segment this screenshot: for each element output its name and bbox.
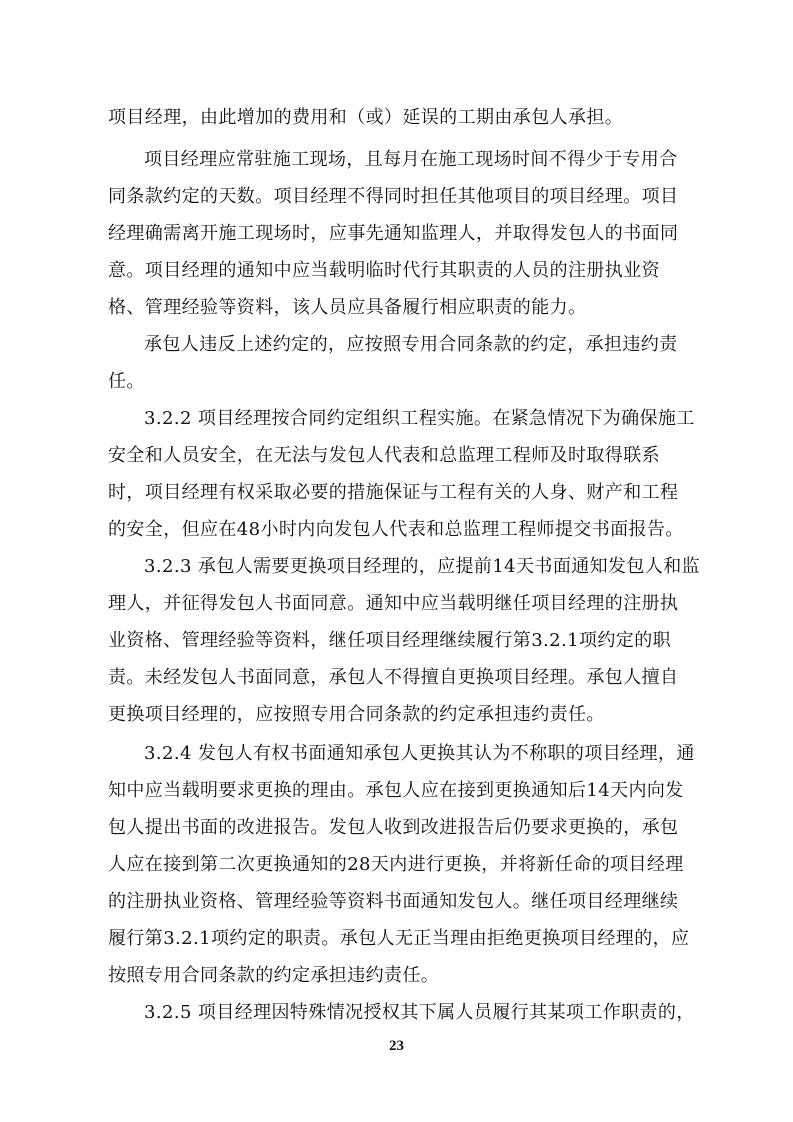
text-line: 包人提出书面的改进报告。发包人收到改进报告后仍要求更换的，承包 xyxy=(108,817,679,838)
text-line: 业资格、管理经验等资料，继任项目经理继续履行第3.2.1项约定的职 xyxy=(108,630,671,651)
text-line: 责。未经发包人书面同意，承包人不得擅自更换项目经理。承包人擅自 xyxy=(108,667,679,688)
text-line: 格、管理经验等资料，该人员应具备履行相应职责的能力。 xyxy=(108,297,587,318)
text-line: 的安全，但应在48小时内向发包人代表和总监理工程师提交书面报告。 xyxy=(108,519,684,540)
text-line: 经理确需离开施工现场时，应事先通知监理人，并取得发包人的书面同 xyxy=(108,223,679,244)
page-number: 23 xyxy=(389,1038,404,1054)
text-line: 意。项目经理的通知中应当载明临时代行其职责的人员的注册执业资 xyxy=(108,260,660,281)
text-line: 3.2.5 项目经理因特殊情况授权其下属人员履行其某项工作职责的， xyxy=(144,1002,695,1023)
text-line: 按照专用合同条款的约定承担违约责任。 xyxy=(108,965,440,986)
text-line: 承包人违反上述约定的，应按照专用合同条款的约定，承担违约责 xyxy=(144,334,678,355)
text-line: 任。 xyxy=(108,371,145,392)
text-line: 3.2.3 承包人需要更换项目经理的，应提前14天书面通知发包人和监 xyxy=(144,556,701,577)
text-line: 项目经理应常驻施工现场，且每月在施工现场时间不得少于专用合 xyxy=(144,149,678,170)
text-line: 知中应当载明要求更换的理由。承包人应在接到更换通知后14天内向发 xyxy=(108,780,684,801)
text-line: 履行第3.2.1项约定的职责。承包人无正当理由拒绝更换项目经理的，应 xyxy=(108,928,690,949)
text-line: 理人，并征得发包人书面同意。通知中应当载明继任项目经理的注册执 xyxy=(108,593,679,614)
text-line: 时，项目经理有权采取必要的措施保证与工程有关的人身、财产和工程 xyxy=(108,482,679,503)
text-line: 安全和人员安全，在无法与发包人代表和总监理工程师及时取得联系 xyxy=(108,445,660,466)
text-line: 项目经理，由此增加的费用和（或）延误的工期由承包人承担。 xyxy=(108,107,624,128)
text-line: 人应在接到第二次更换通知的28天内进行更换，并将新任命的项目经理 xyxy=(108,854,684,875)
text-line: 同条款约定的天数。项目经理不得同时担任其他项目的项目经理。项目 xyxy=(108,186,679,207)
text-line: 3.2.2 项目经理按合同约定组织工程实施。在紧急情况下为确保施工 xyxy=(144,408,695,429)
text-line: 3.2.4 发包人有权书面通知承包人更换其认为不称职的项目经理，通 xyxy=(144,743,695,764)
text-line: 的注册执业资格、管理经验等资料书面通知发包人。继任项目经理继续 xyxy=(108,891,679,912)
text-line: 更换项目经理的，应按照专用合同条款的约定承担违约责任。 xyxy=(108,704,605,725)
